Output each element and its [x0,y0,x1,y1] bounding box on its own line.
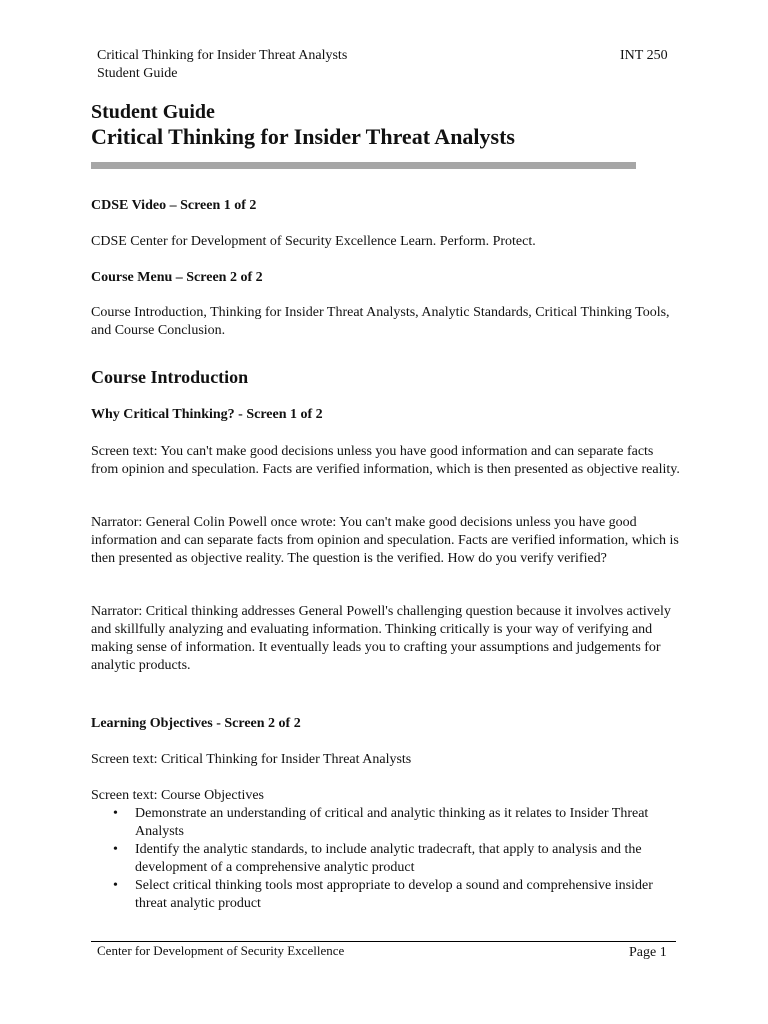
why-narrator-2: Narrator: Critical thinking addresses General Powell's challenging question because it involves actively and skillfully analyzing and evaluating information. Thinking critically is your way of verifying and making sense of information. It eventually leads you to crafting your assumptions and judgements for analytic products. [91,604,671,673]
bullet-icon: • [113,842,118,857]
doc-title-line2: Critical Thinking for Insider Threat Analysts [91,124,515,149]
header-doc-type: Student Guide [97,66,178,81]
objectives-screen-text-1: Screen text: Critical Thinking for Insider Threat Analysts [91,752,412,767]
course-intro-heading: Course Introduction [91,367,249,387]
why-narrator-1: Narrator: General Colin Powell once wrote: You can't make good decisions unless you have good information and can separate facts from opinion and speculation. Facts are verified information, which is then presented as objective reality. The question is the verified. How do you verify verified? [91,515,679,566]
bullet-icon: • [113,878,118,893]
footer-org: Center for Development of Security Excellence [97,943,345,958]
page-number: Page 1 [629,945,667,960]
header-course-code: INT 250 [620,48,668,63]
list-item [91,805,681,841]
header-course-title: Critical Thinking for Insider Threat Analysts [97,48,348,63]
objectives-list [91,805,681,913]
list-item [91,841,681,877]
objective-text: Identify the analytic standards, to include analytic tradecraft, that apply to analysis and the development of a comprehensive analytic product [135,842,642,875]
objectives-heading: Learning Objectives - Screen 2 of 2 [91,716,301,731]
title-divider [91,162,636,169]
why-screen-text: Screen text: You can't make good decisions unless you have good information and can separate facts from opinion and speculation. Facts are verified information, which is then presented as objective reality. [91,444,680,477]
objective-text: Select critical thinking tools most appropriate to develop a sound and comprehensive insider threat analytic product [135,878,653,911]
list-item [91,877,681,913]
course-menu-heading: Course Menu – Screen 2 of 2 [91,270,263,285]
doc-title-line1: Student Guide [91,101,215,123]
footer-divider [91,941,676,942]
bullet-icon: • [113,806,118,821]
objective-text: Demonstrate an understanding of critical and analytic thinking as it relates to Insider Threat Analysts [135,806,649,839]
course-menu-text: Course Introduction, Thinking for Insider Threat Analysts, Analytic Standards, Critical Thinking Tools, and Course Conclusion. [91,305,670,338]
cdse-video-heading: CDSE Video – Screen 1 of 2 [91,198,257,213]
why-heading: Why Critical Thinking? - Screen 1 of 2 [91,407,323,422]
cdse-video-text: CDSE Center for Development of Security Excellence Learn. Perform. Protect. [91,234,536,249]
objectives-screen-text-2: Screen text: Course Objectives [91,788,265,803]
